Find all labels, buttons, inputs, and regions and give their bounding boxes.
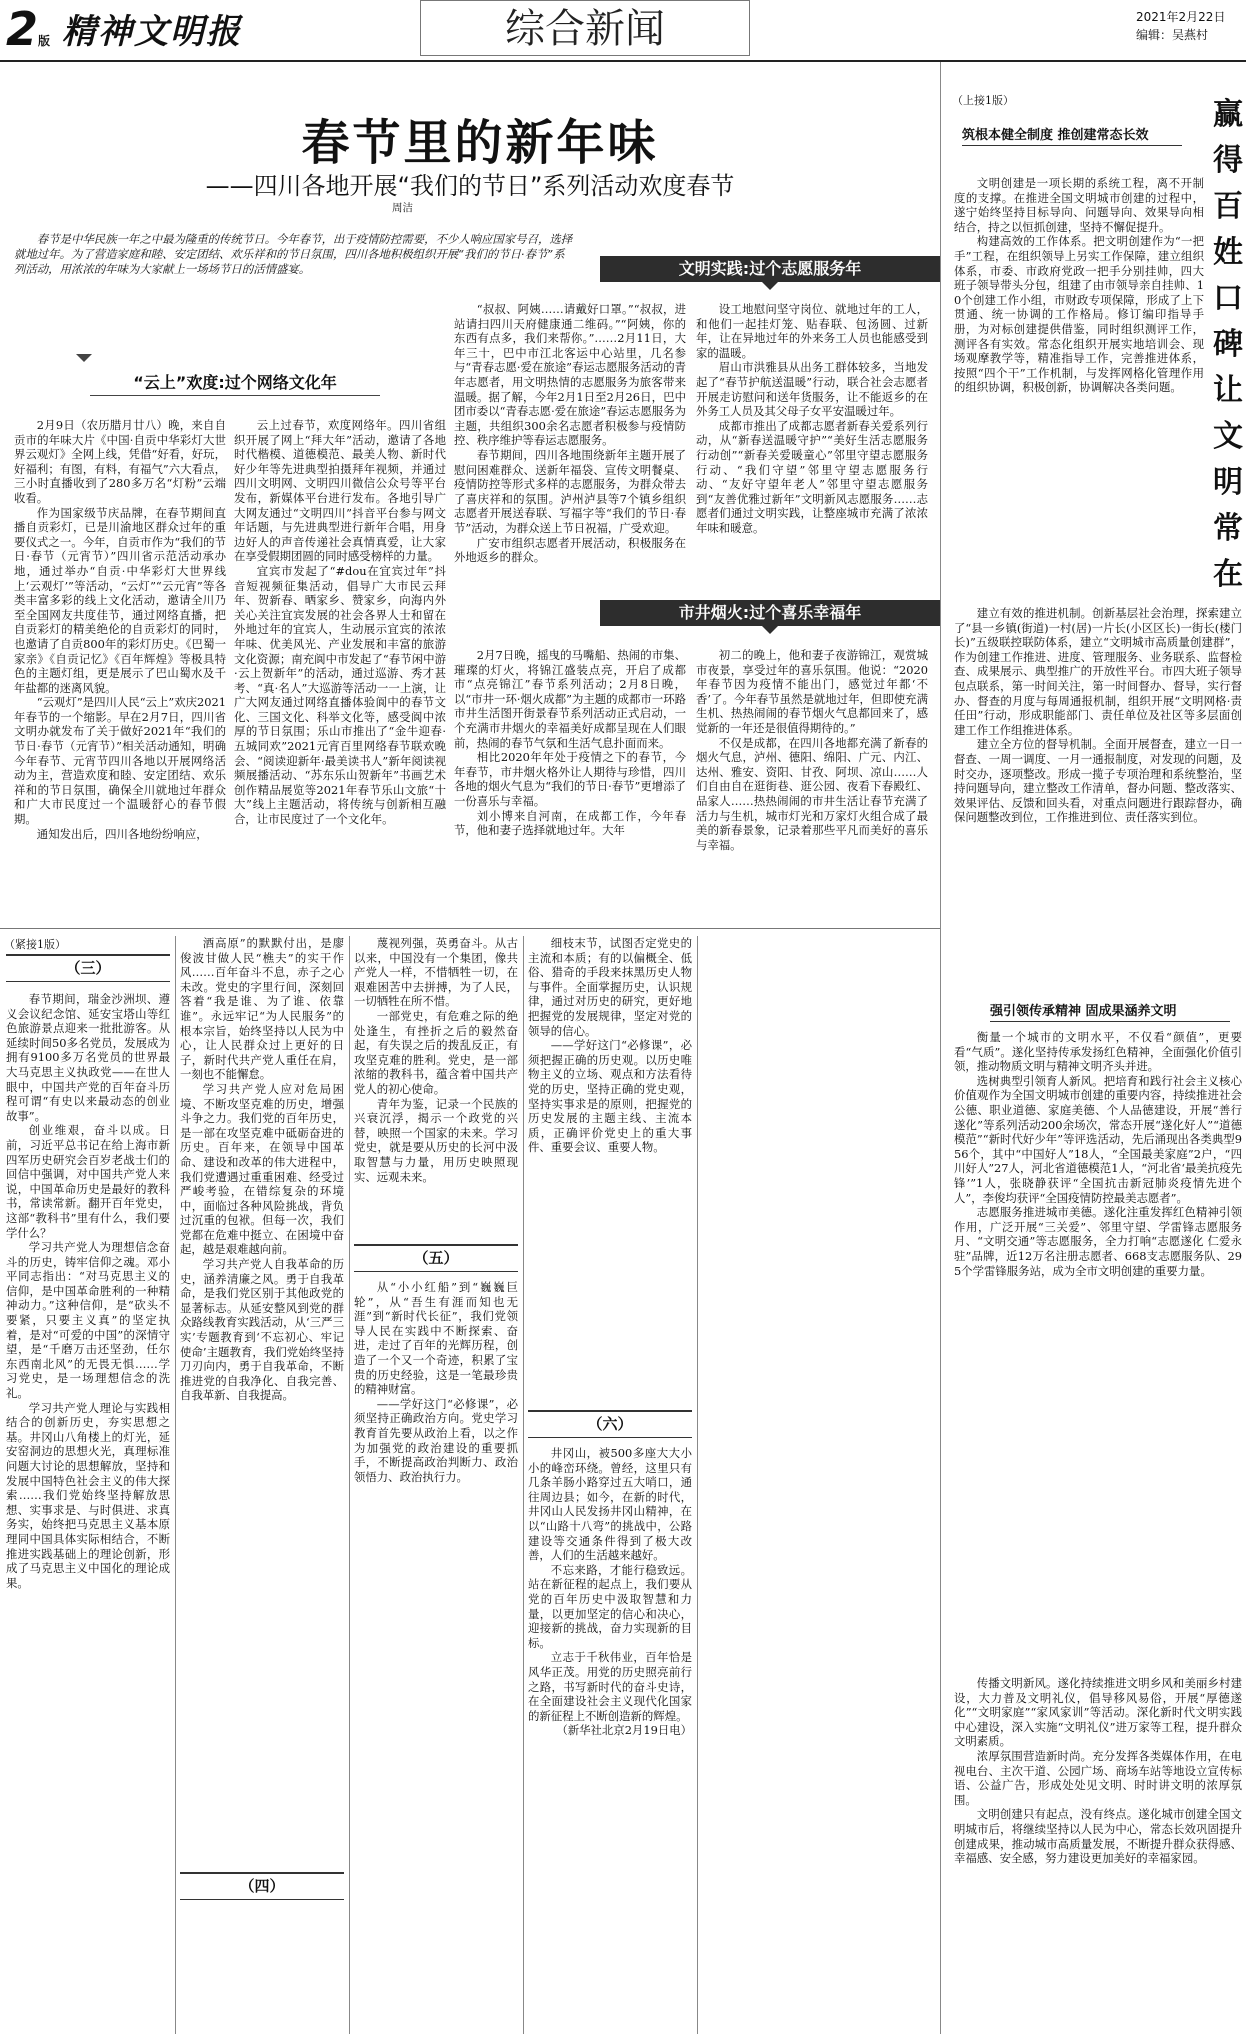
part-heading-4: （四） [180, 1872, 344, 1900]
continued-note: （紧接1版） [4, 938, 66, 951]
paragraph: 云上过春节，欢度网络年。四川省组织开展了网上“拜大年”活动，邀请了各地时代楷模、道德模范、最美人物、新时代好少年等先进典型拍摄拜年视频，并通过四川文明网、文明四川微信公众号等平台发布，新媒体平台进行发布。各地引导广大网友通过“文明四川”抖音平台参与网文年话题，与先进典型进行新年合唱，用身边好人的声音传递社会真情真爱，让大家在享受假期团圆的同时感受榜样的力量。 [234, 418, 446, 564]
paragraph: ——学好这门“必修课”，必须把握正确的历史观。以历史唯物主义的立场、观点和方法看待党的历史，坚持正确的党史观，坚持实事求是的原则，把握党的历史发展的主题主线、主流本质，正确评价党史上的重大事件、重要会议、重要人物。 [528, 1038, 692, 1155]
paragraph: 井冈山，被500多座大大小小的峰峦环绕。曾经，这里只有几条羊肠小路穿过五大哨口，通往周边县；如今，在新的时代，井冈山人民发扬井冈山精神，在以“山路十八弯”的挑战中，公路建设等交通条件得到了极大改善，人们的生活越来越好。 [528, 1446, 692, 1563]
lower-column-5 [528, 1446, 692, 2028]
lower-column-3b [354, 1280, 518, 2028]
paragraph: 刘小博来自河南，在成都工作，今年春节，他和妻子选择就地过年。大年 [454, 808, 686, 838]
paragraph: ——学好这门“必修课”，必须坚持正确政治方向。党史学习教育首先要从政治上看，以之作为加强党的政治建设的重要抓手，不断提高政治判断力、政治领悟力、政治执行力。 [354, 1396, 518, 1484]
paragraph: 蔑视列强，英勇奋斗。从古以来，中国没有一个集团，像共产党人一样，不惜牺牲一切，在艰难困苦中去拼搏，为了人民，一切牺牲在所不惜。 [354, 936, 518, 1009]
section-heading-arrow [76, 354, 92, 362]
side-column-4 [954, 1676, 1242, 2026]
section-heading-market: 市井烟火:过个喜乐幸福年 [600, 600, 940, 626]
section-title: 综合新闻 [420, 0, 750, 56]
paragraph: 学习共产党人自我革命的历史，涵养清廉之风。勇于自我革命，是我们党区别于其他政党的显著标志。从延安整风到党的群众路线教育实践活动，从‘三严三实’专题教育到‘不忘初心、牢记使命’主题教育，我们党始终坚持刀刃向内，勇于自我革命，不断推进党的自我净化、自我完善、自我革新、自我提高。 [180, 1257, 344, 1403]
paragraph: 成都市推出了成都志愿者新春关爱系列行动，从“新春送温暖守护”“美好生活志愿服务行动创”“新春关爱暖童心”邻里守望志愿服务行动、“我们守望”邻里守望志愿服务行动、“友好守望年老人”邻里守望志愿服务到“友善优雅过新年”文明新风志愿服务……志愿者们通过文明实践，让整座城市充满了浓浓年味和暖意。 [696, 418, 928, 535]
paragraph: 2月7日晚，摇曳的马嘴船、热闹的市集、璀璨的灯火，将锦江盛装点亮，开启了成都市“点亮锦江”春节系列活动；2月8日晚，以“市井一环·烟火成都”为主题的成都市一环路市井生活图开街景春节系列活动正式启动，一个充满市井烟火的幸福美好成都呈现在人们眼前，热闹的春节气氛和生活气息扑面而来。 [454, 648, 686, 750]
paragraph: 相比2020年年处于疫情之下的春节，今年春节，市井烟火格外让人期待与珍惜，四川各地的烟火气息为“我们的节日·春节”更增添了一份喜乐与幸福。 [454, 750, 686, 808]
paragraph: 学习共产党人理论与实践相结合的创新历史，夯实思想之基。井冈山八角楼上的灯光，延安窑洞边的思想火光，真理标准问题大讨论的思想解放，坚持和发展中国特色社会主义的伟大探索……我们党始终坚持解放思想、实事求是、与时俱进、求真务实，始终把马克思主义基本原理同中国具体实际相结合，不断推进实践基础上的理论创新，形成了马克思主义中国化的理论成果。 [6, 1400, 170, 1590]
side-column-1 [954, 176, 1204, 606]
paragraph: 2月9日（农历腊月廿八）晚，来自自贡市的年味大片《中国·自贡中华彩灯大世界云观灯》全网上线，凭借“好看，好玩，好福利；有图，有料，有福气”六大看点，三小时直播收到了280多万名“灯粉”云端收看。 [14, 418, 226, 505]
section-heading-arrow [762, 626, 778, 634]
paper-name-logo: 精神文明报 [62, 12, 242, 52]
article-author: 周洁 [392, 202, 413, 214]
paragraph: 不忘来路，才能行稳致远。站在新征程的起点上，我们要从党的百年历史中汲取智慧和力量，以更加坚定的信心和决心，迎接新的挑战，奋力实现新的目标。 [528, 1562, 692, 1650]
article-column-4 [696, 302, 928, 584]
paragraph: 通知发出后，四川各地纷纷响应， [36, 826, 208, 841]
section-heading-arrow [762, 282, 778, 290]
lower-column-2 [180, 936, 344, 2028]
section-heading-volunteer: 文明实践:过个志愿服务年 [600, 256, 940, 282]
paragraph: （新华社北京2月19日电） [556, 1723, 692, 1738]
paragraph: 学习共产党人为理想信念奋斗的历史，铸牢信仰之魂。邓小平同志指出：“对马克思主义的信仰，是中国革命胜利的一种精神动力。”这种信仰，是“砍头不要紧，只要主义真”的坚定执着，是对“可爱的中国”的深情守望，是“千磨万击还坚劲，任尔东西南北风”的无畏无惧……学习党史，是一场理想信念的洗礼。 [6, 1240, 170, 1401]
paragraph: 作为国家级节庆品牌，在春节期间直播自贡彩灯，已是川渝地区群众过年的重要仪式之一。今年，自贡市作为“我们的节日·春节（元宵节）”四川省示范活动承办地，通过举办“自贡·中华彩灯大世界线上‘云观灯’”等活动，“云灯”“云元宵”等各类丰富多彩的线上文化活动，邀请全川乃至全国网友共度佳节，通过网络直播，把自贡彩灯的精美绝伦的自贡彩灯的同时，也邀请了自贡800年的彩灯历史。《巴蜀一家亲》《自贡记忆》《百年辉煌》等极具特色的主题灯组，更是展示了巴山蜀水及千年盐都的迷离风貌。 [14, 505, 226, 695]
article-column-1 [14, 418, 226, 908]
paragraph: 浓厚氛围营造新时尚。充分发挥各类媒体作用，在电视电台、主次干道、公园广场、商场车站等地设立宣传标语、公益广告，形成处处见文明、时时讲文明的浓厚氛围。 [954, 1748, 1242, 1807]
paragraph: 细枝末节，试图否定党史的主流和本质；有的以偏概全、低俗、猎奇的手段来抹黑历史人物与事件。全面掌握历史，认识规律，通过对历史的研究，更好地把握党的发展规律，坚定对党的领导的信心。 [528, 936, 692, 1038]
column-divider [523, 936, 524, 2034]
side-article-title: 赢得百姓口碑 让文明常在 [1213, 97, 1243, 592]
paragraph: “云观灯”是四川人民“云上”欢庆2021年春节的一个缩影。早在2月7日，四川省文明办就发布了关于做好2021年“我们的节日·春节（元宵节）”相关活动通知，明确今年春节、元宵节四川各地以开展网络活动为主，营造欢度和睦、安定团结、欢乐祥和的节日氛围，确保全川就地过年群众和广大市民度过一个温暖舒心的春节假期。 [14, 695, 226, 827]
paragraph: 春节期间，瑞金沙洲坝、遵义会议纪念馆、延安宝塔山等红色旅游景点迎来一批批游客。从延续时间50多名党员，发展成为拥有9100多万名党员的世界最大马克思主义执政党——在世人眼中，中国共产党的百年奋斗历程可谓“有史以来最动态的创业故事”。 [6, 992, 170, 1123]
lower-column-1 [6, 992, 170, 2028]
paragraph: 建立有效的推进机制。创新基层社会治理，探索建立了“县一乡镇(街道)一村(居)一片长(小区区长)一街长(楼门长)”五级联控联防体系，建立“文明城市高质量创建群”，作为创建工作推进、进度、管理服务、业务联系、监督检查、成果展示、典型推广的开放性平台。市四大班子领导包点联系，第一时间关注，第一时间督办、督导，实行督办、督查的月度与每周通报机制，组织开展“文明网格·责任田”行动，形成职能部门、责任单位及社区等多层面创建工作工作组推进体系。 [954, 606, 1242, 737]
paragraph: 眉山市洪雅县从出务工群体较多，当地发起了“春节护航送温暖”行动，联合社会志愿者开展走访慰问和送年货服务，让不能返乡的在外务工人员及其父母子女平安温暖过年。 [696, 360, 928, 419]
article-column-3 [454, 302, 686, 584]
paragraph: 文明创建是一项长期的系统工程，离不开制度的支撑。在推进全国文明城市创建的过程中，遂宁始终坚持目标导向、问题导向、效果导向相结合，持之以恒抓创建，坚持不懈促提升。 [954, 176, 1204, 234]
article-column-2 [234, 418, 446, 908]
masthead-rule [0, 60, 1246, 62]
article-lead: 春节是中华民族一年之中最为隆重的传统节日。今年春节，出于疫情防控需要，不少人响应国家号召，选择就地过年。为了营造家庭和睦、安定团结、欢乐祥和的节日氛围，四川各地积极组织开展“我们的节日·春节”系列活动，用浓浓的年味为大家献上一场场节日的活情盛宴。 [14, 232, 573, 276]
paragraph: 一部党史，有危难之际的绝处逢生，有挫折之后的毅然奋起，有失误之后的拨乱反正，有攻坚克难的胜利。党史，是一部浓缩的教科书，蕴含着中国共产党人的初心使命。 [354, 1008, 518, 1096]
side-subheading: 强引领传承精神 固成果涵养文明 [990, 1000, 1230, 1022]
column-divider [940, 62, 941, 2034]
column-divider [175, 936, 176, 2034]
side-column-3 [954, 1030, 1242, 1670]
part-heading-5: （五） [354, 1244, 518, 1272]
part-heading-6: （六） [528, 1410, 692, 1438]
column-divider [697, 936, 698, 2034]
lower-column-4 [528, 936, 692, 1396]
article-column-5 [454, 648, 686, 910]
paragraph: 立志于千秋伟业，百年恰是风华正茂。用党的历史照亮前行之路，书写新时代的奋斗史诗，在全面建设社会主义现代化国家的新征程上不断创造新的辉煌。 [528, 1650, 692, 1723]
page-number: 2版 [6, 2, 51, 56]
section-heading-online: “云上”欢度:过个网络文化年 [90, 370, 380, 396]
column-divider [349, 936, 350, 2034]
paragraph: 志愿服务推进城市美德。遂化注重发挥红色精神引领作用，广泛开展“三关爱”、邻里守望、学雷锋志愿服务月、“文明交通”等志愿服务，全力打响“志愿遂化 仁爱永驻”品牌，近12万名注册志愿者、668支志愿服务队、295个学雷锋服务站，成为全市文明创建的重要力量。 [954, 1205, 1242, 1278]
paragraph: 建立全方位的督导机制。全面开展督查，建立一日一督查、一周一调度、一月一通报制度，对发现的问题，及时交办，逐项整改。形成一揽子专项治理和系统整治，坚持问题导向，建立整改工作清单，督办问题、整改落实、效果评估、反馈和回头看，对重点问题进行跟踪督办，确保问题整改到位，工作推进到位、责任落实到位。 [954, 737, 1242, 825]
side-column-2 [954, 606, 1242, 926]
paragraph: 设工地慰问坚守岗位、就地过年的工人，和他们一起挂灯笼、贴春联、包汤圆、过新年，让在异地过年的外来务工人员也能感受到家的温暖。 [696, 302, 928, 360]
paragraph: 创业维艰，奋斗以成。日前，习近平总书记在给上海市新四军历史研究会百岁老战士们的回信中强调，对中国共产党人来说，中国革命历史是最好的教科书，常读常新。翻开百年党史，这部“教科书”里有什么，我们要学什么？ [6, 1123, 170, 1240]
paragraph: 文明创建只有起点，没有终点。遂化城市创建全国文明城市后，将继续坚持以人民为中心，常态长效巩固提升创建成果，推动城市高质量发展，不断提升群众获得感、幸福感、安全感，努力建设更加美好的幸福家园。 [954, 1807, 1242, 1866]
paragraph: 选树典型引领育人新风。把培育和践行社会主义核心价值观作为全国文明城市创建的重要内容，持续推进社会公德、职业道德、家庭美德、个人品德建设，开展“善行遂化”等系列活动200余场次，常态开展“遂化好人”“道德模范”“新时代好少年”等评选活动，先后涌现出各类典型956个，其中“中国好人”18人，“全国最美家庭”2户，“四川好人”27人，河北省道德模范1人，“河北省‘最美抗疫先锋’”1人，张晓静获评“全国抗击新冠肺炎疫情先进个人”，李俊均获评“全国疫情防控最美志愿者”。 [954, 1073, 1242, 1205]
paragraph: 传播文明新风。遂化持续推进文明乡风和美丽乡村建设，大力普及文明礼仪，倡导移风易俗，开展“厚德遂化”“文明家庭”“家风家训”等活动。深化新时代文明实践中心建设，深入实施“文明礼仪”进万家等工程，提升群众文明素质。 [954, 1676, 1242, 1749]
part-heading-3: （三） [6, 954, 170, 982]
paragraph: 初二的晚上，他和妻子夜游锦江，观赏城市夜景，享受过年的喜乐氛围。他说：“2020年春节因为疫情不能出门，感觉过年都‘不香’了。今年春节虽然是就地过年，但即使充满生机、热热闹闹的春节烟火气息都回来了，感觉新的一年还是很值得期待的。” [696, 648, 928, 735]
paragraph: 构建高效的工作体系。把文明创建作为“一把手”工程，在组织领导上另实工作保障，建立组织体系，市委、市政府党政一把手分别挂帅，四大班子领导带头分包，组建了由市领导亲自挂帅、10个创建工作小组，市财政专项保障，形成了上下贯通、统一协调的工作格局。修订编印指导手册，为对标创建提供借鉴，同时组织测评工作，测评各有实效。常态化组织开展实地培训会、现场观摩教学等，精准指导工作，完善推进体系，按照“四个干”工作机制，与发挥网格化管理作用的组织协调，积极创新，协调解决各类问题。 [954, 234, 1204, 395]
side-subheading: 筑根本健全制度 推创建常态长效 [962, 124, 1182, 146]
article-column-6 [696, 648, 928, 910]
section-rule [0, 928, 940, 929]
paragraph: 学习共产党人应对危局困境、不断攻坚克难的历史，增强斗争之力。我们党的百年历史，是一部在攻坚克难中砥砺奋进的历史。百年来，在领导中国革命、建设和改革的伟大进程中，我们党遭遇过重重困难、经受过严峻考验，在错综复杂的环境中，面临过各种风险挑战，背负过沉重的包袱。但每一次，我们党都在危难中挺立、在困境中奋起，越是艰难越向前。 [180, 1081, 344, 1257]
paragraph: 青年为鉴，记录一个民族的兴衰沉浮，揭示一个政党的兴替，映照一个国家的未来。学习党史，就是要从历史的长河中汲取智慧与力量，用历史映照现实、远观未来。 [354, 1096, 518, 1184]
issue-date: 2021年2月22日 [1136, 10, 1226, 24]
paragraph: “叔叔、阿姨……请戴好口罩。”“叔叔，进站请扫四川天府健康通二维码。”“阿姨，你的东西有点多，我们来帮你。”……2月11日，大年三十，巴中市江北客运中心站里，几名参与“青春志愿·爱在旅途”春运志愿服务活动的青年志愿者，用文明热情的志愿服务为旅客带来温暖。据了解，今年2月1日至2月26日，巴中团市委以“青春志愿·爱在旅途”春运志愿服务为主题，共组织300余名志愿者积极参与疫情防控、秩序维护等春运志愿服务。 [454, 302, 686, 448]
paragraph: 衡量一个城市的文明水平，不仅看“颜值”，更要看“气质”。遂化坚持传承发扬红色精神，全面强化价值引领，推动物质文明与精神文明齐头并进。 [954, 1030, 1242, 1074]
paragraph: 酒高原”的默默付出，是廖俊波甘做人民“樵夫”的实干作风……百年奋斗不息，赤子之心未改。党史的字里行间，深刻回答着“我是谁、为了谁、依靠谁”。永远牢记“为人民服务”的根本宗旨，始终坚持以人民为中心，让人民群众过上更好的日子，新时代共产党人重任在肩，一刻也不能懈怠。 [180, 936, 344, 1082]
article-title: 春节里的新年味 [301, 115, 659, 171]
paragraph: 不仅是成都，在四川各地都充满了新春的烟火气息，泸州、德阳、绵阳、广元、内江、达州、雅安、资阳、甘孜、阿坝、凉山……人们自由自在逛街巷、逛公园、夜看下春殿红、品家人……热热闹闹的市井生活让春节充满了活力与生机，城市灯光和万家灯火组合成了最美的新春景象，记录着那些平凡而美好的喜乐与幸福。 [696, 735, 928, 852]
paragraph: 宜宾市发起了“#dou在宜宾过年”抖音短视频征集活动，倡导广大市民云拜年、贺新春、晒家乡、赞家乡，向海内外关心关注宜宾发展的社会各界人士和留在外地过年的宜宾人，生动展示宜宾的浓浓年味、优美风光、产业发展和丰富的旅游文化资源；南充阆中市发起了“春节闲中游·云上贺新年”的活动，通过巡游、秀才甚考、“真·名人”大巡游等活动一一上演，让广大网友通过网络直播体验阆中的春节文化、三国文化、科举文化等，感受阆中浓厚的节日氛围；乐山市推出了“金牛迎春·五城同欢”2021元宵百里网络春节联欢晚会、“阅读迎新年·最美读书人”新年阅读视频展播活动、“苏东乐山贺新年”书画艺术创作精品展览等2021年春节乐山文旅“十大”线上主题活动，将传统与创新相互融合，让市民度过了一个文化年。 [234, 563, 446, 827]
continued-note: （上接1版） [952, 94, 1014, 107]
lower-column-3a [354, 936, 518, 1236]
paragraph: 从“小小红船”到“巍巍巨轮”，从“吾生有涯而知也无涯”到“新时代长征”，我们党领导人民在实践中不断探索、奋进，走过了百年的光辉历程，创造了一个又一个奇迹，积累了宝贵的历史经验，这是一笔最珍贵的精神财富。 [354, 1280, 518, 1397]
editor-credit: 编辑：吴燕村 [1136, 28, 1209, 42]
paragraph: 春节期间，四川各地围绕新年主题开展了慰问困难群众、送新年福袋、宣传文明餐桌、疫情防控等形式多样的志愿服务，为群众带去了喜庆祥和的氛围。泸州泸县等7个镇乡组织志愿者开展送春联、写福字等“我们的节日·春节”活动，为群众送上节日祝福，广受欢迎。 [454, 447, 686, 535]
paragraph: 广安市组织志愿者开展活动，积极服务在外地返乡的群众。 [454, 535, 686, 565]
article-subtitle: ——四川各地开展“我们的节日”系列活动欢度春节 [205, 172, 735, 200]
